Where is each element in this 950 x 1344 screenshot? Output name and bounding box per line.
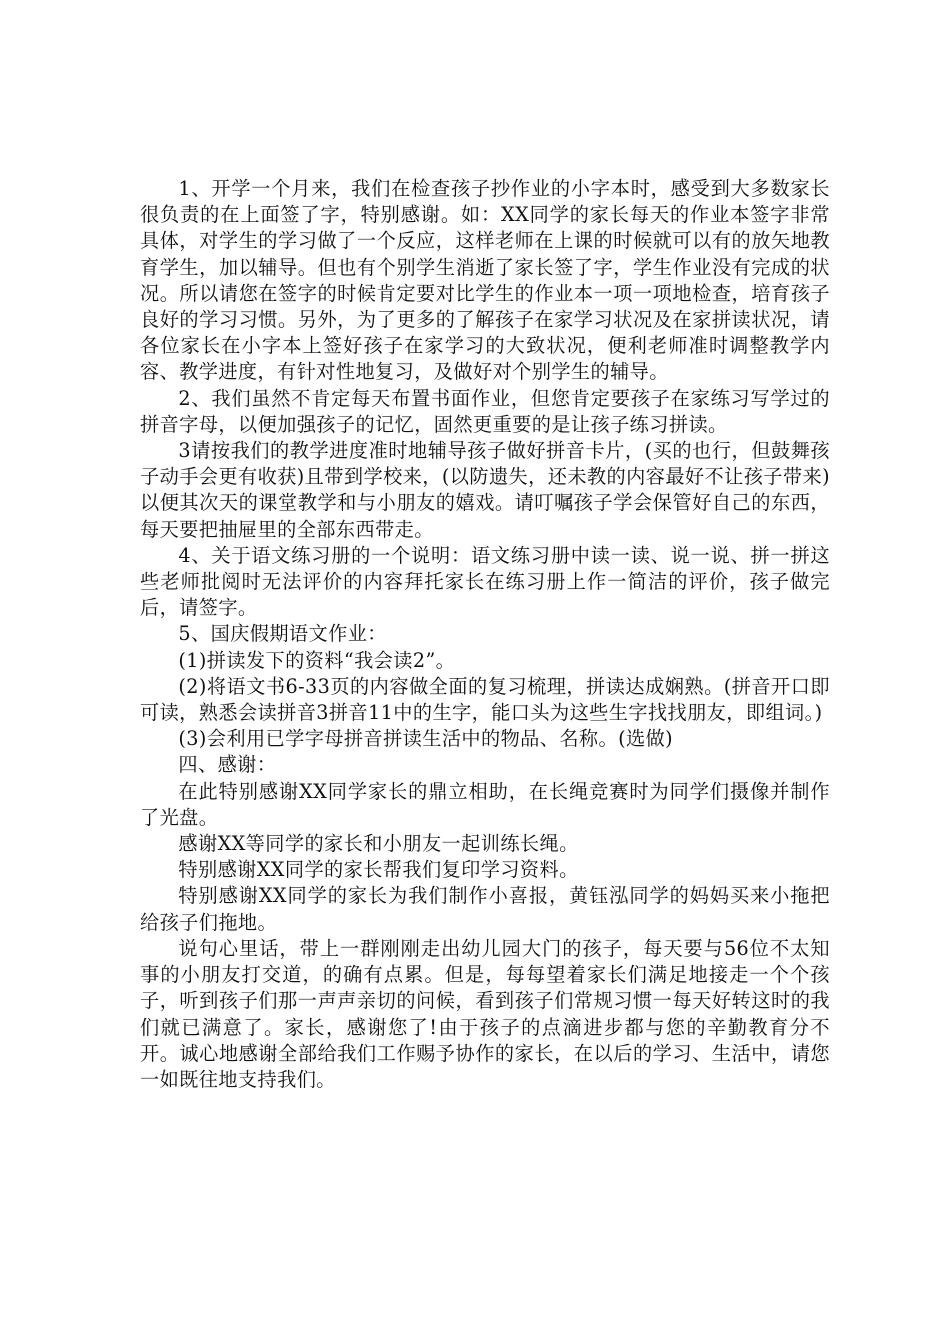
document-body xyxy=(140,176,830,1093)
paragraph-homework-signing: 1、开学一个月来，我们在检查孩子抄作业的小字本时，感受到大多数家长很负责的在上面签了字，特别感谢。如：XX同学的家长每天的作业本签字非常具体，对学生的学习做了一个反应，这样老师在上课的时候就可以有的放矢地教育学生，加以辅导。但也有个别学生消逝了家长签了字，学生作业没有完成的状况。所以请您在签字的时候肯定要对比学生的作业本一项一项地检查，培育孩子良好的学习习惯。另外，为了更多的了解孩子在家学习状况及在家拼读状况，请各位家长在小字本上签好孩子在家学习的大致状况，便利老师准时调整教学内容、教学进度，有针对性地复习，及做好对个别学生的辅导。 xyxy=(140,177,830,384)
paragraph-workbook-note: 4、关于语文练习册的一个说明：语文练习册中读一读、说一说、拼一拼这些老师批阅时无法评价的内容拜托家长在练习册上作一简洁的评价，孩子做完后，请签字。 xyxy=(140,543,830,620)
paragraph-holiday-item-2: (2)将语文书6-33页的内容做全面的复习梳理，拼读达成娴熟。(拼音开口即可读，熟悉会读拼音3拼音11中的生字，能口头为这些生字找找朋友，即组词。) xyxy=(140,674,830,725)
paragraph-thanks-1: 在此特别感谢XX同学家长的鼎立相助，在长绳竞赛时为同学们摄像并制作了光盘。 xyxy=(140,779,830,829)
paragraph-closing: 说句心里话，带上一群刚刚走出幼儿园大门的孩子，每天要与56位不太知事的小朋友打交道，的确有点累。但是，每每望着家长们满足地接走一个个孩子，听到孩子们那一声声亲切的问候，看到孩子们常规习惯一每天好转这时的我们就已满意了。家长，感谢您了!由于孩子的点滴进步都与您的辛勤教育分不开。诚心地感谢全部给我们工作赐予协作的家长，在以后的学习、生活中，请您一如既往地支持我们。 xyxy=(140,936,830,1091)
paragraph-pinyin-cards: 3请按我们的教学进度准时地辅导孩子做好拼音卡片，(买的也行，但鼓舞孩子动手会更有收获)且带到学校来，(以防遗失，还未教的内容最好不让孩子带来)以便其次天的课堂教学和与小朋友的嬉戏。请叮嘱孩子学会保管好自己的东西，每天要把抽屉里的全部东西带走。 xyxy=(140,439,830,541)
paragraph-thanks-4: 特别感谢XX同学的家长为我们制作小喜报，黄钰泓同学的妈妈买来小拖把给孩子们拖地。 xyxy=(140,884,830,934)
paragraph-holiday-homework-heading: 5、国庆假期语文作业： xyxy=(178,622,387,646)
paragraph-thanks-3: 特别感谢XX同学的家长帮我们复印学习资料。 xyxy=(178,858,579,882)
paragraph-holiday-item-1: (1)拼读发下的资料“我会读2”。 xyxy=(178,648,456,672)
section-heading-thanks: 四、感谢： xyxy=(178,753,277,777)
paragraph-holiday-item-3: (3)会利用已学字母拼音拼读生活中的物品、名称。(选做) xyxy=(178,727,674,751)
paragraph-thanks-2: 感谢XX等同学的家长和小朋友一起训练长绳。 xyxy=(178,832,579,856)
paragraph-pinyin-practice: 2、我们虽然不肯定每天布置书面作业，但您肯定要孩子在家练习写学过的拼音字母，以便加强孩子的记忆，固然更重要的是让孩子练习拼读。 xyxy=(140,386,830,436)
